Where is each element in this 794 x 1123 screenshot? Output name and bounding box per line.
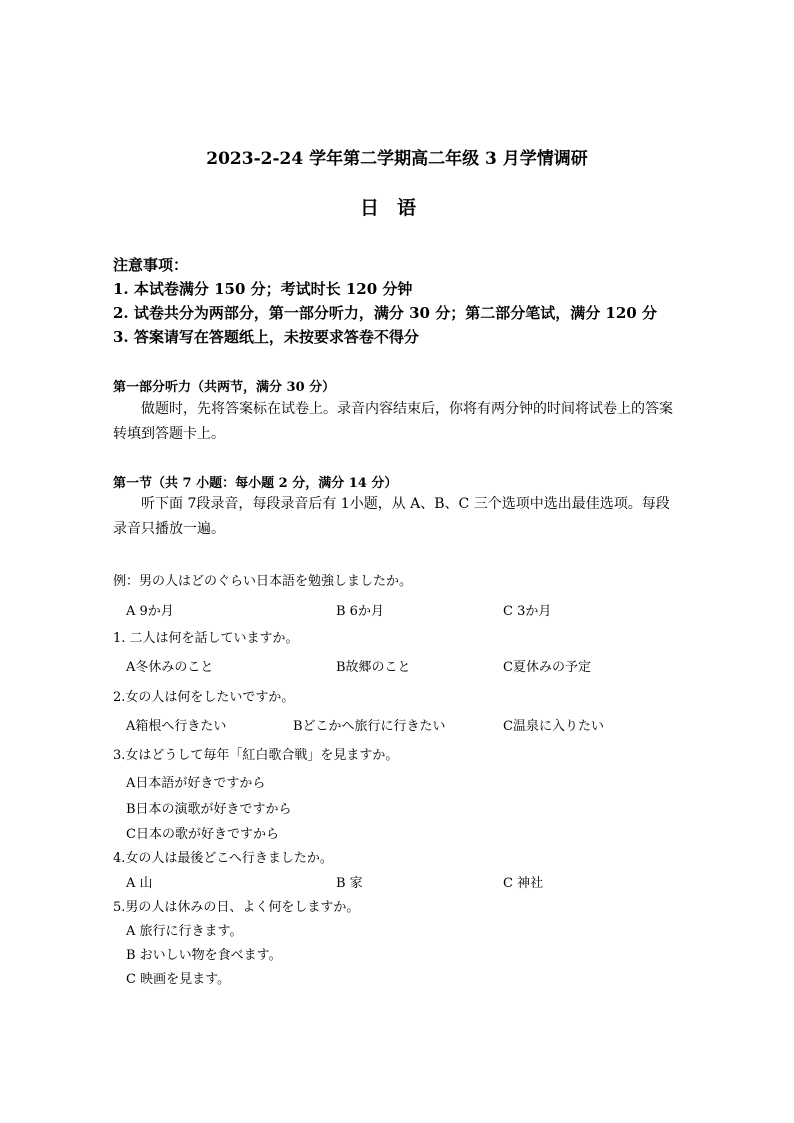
exam-subject: 日语 [359, 197, 434, 219]
example-option-a: A 9か月 [126, 604, 174, 619]
notice-item: 3. 答案请写在答题纸上，未按要求答卷不得分 [113, 328, 419, 346]
example-question: 例：男の人はどのぐらい日本語を勉強しましたか。 [113, 574, 413, 589]
question-5: 5.男の人は休みの日、よく何をしますか。 [113, 900, 360, 915]
question-2-option-b: Bどこかへ旅行に行きたい [293, 719, 446, 734]
example-option-b: B 6か月 [336, 604, 384, 619]
section1-heading: 第一节（共 7 小题：每小题 2 分，满分 14 分） [113, 476, 398, 491]
question-1-option-c: C夏休みの予定 [503, 660, 591, 675]
question-1-option-b: B故郷のこと [336, 660, 411, 675]
question-5-option-b: B おいしい物を食べます。 [126, 948, 282, 963]
question-2-option-a: A箱根へ行きたい [126, 719, 227, 734]
notice-item: 1. 本试卷满分 150 分；考试时长 120 分钟 [113, 280, 413, 298]
section1-instructions: 听下面 7段录音，每段录音后有 1小题，从 A、B、C 三个选项中选出最佳选项。每段录音只播放一遍。 [113, 496, 670, 537]
part1-instructions: 做题时，先将答案标在试卷上。录音内容结束后，你将有两分钟的时间将试卷上的答案转填到答题卡上。 [113, 401, 673, 442]
question-1-option-a: A冬休みのこと [126, 660, 214, 675]
question-4-option-c: C 神社 [503, 876, 544, 891]
question-4-option-a: A 山 [126, 876, 153, 891]
question-3-option-a: A日本語が好きですから [126, 776, 266, 791]
example-option-c: C 3か月 [503, 604, 552, 619]
notice-item: 2. 试卷共分为两部分，第一部分听力，满分 30 分；第二部分笔试，满分 120 分 [113, 304, 657, 322]
notice-heading: 注意事项： [113, 256, 189, 274]
question-2-option-c: C温泉に入りたい [503, 719, 604, 734]
question-4-option-b: B 家 [336, 876, 363, 891]
question-5-option-a: A 旅行に行きます。 [126, 924, 243, 939]
part1-heading: 第一部分听力（共两节，满分 30 分） [113, 380, 336, 395]
question-4: 4.女の人は最後どこへ行きましたか。 [113, 851, 333, 866]
question-5-option-c: C 映画を見ます。 [126, 972, 231, 987]
notice-block [113, 253, 657, 349]
question-3-option-b: B日本の演歌が好きですから [126, 802, 292, 817]
exam-title: 2023-2-24 学年第二学期高二年级 3 月学情调研 [206, 149, 588, 169]
question-1: 1. 二人は何を話していますか。 [113, 631, 299, 646]
question-2: 2.女の人は何をしたいですか。 [113, 690, 295, 705]
question-3-option-c: C日本の歌が好きですから [126, 827, 279, 842]
question-3: 3.女はどうして毎年「紅白歌合戦」を見ますか。 [113, 748, 399, 763]
